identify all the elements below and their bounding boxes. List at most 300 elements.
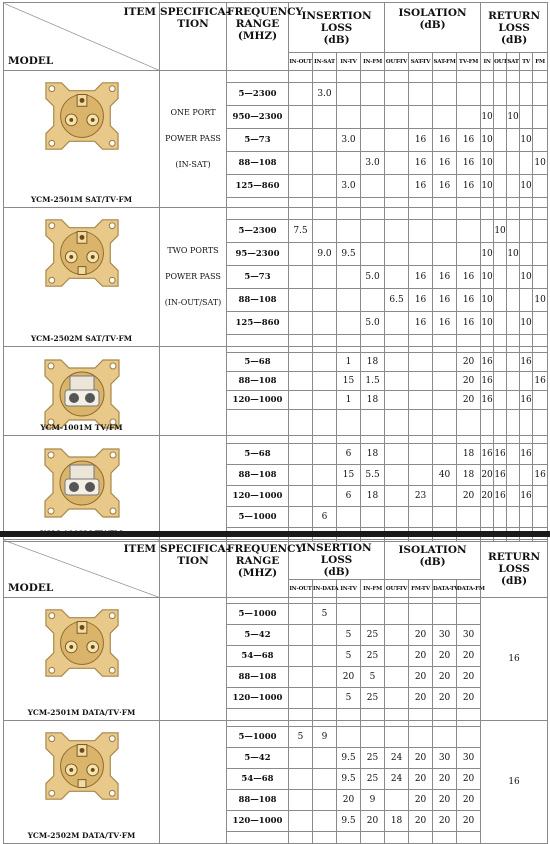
ins-value xyxy=(289,646,313,667)
ins-value: 1 xyxy=(337,353,361,372)
ins-value xyxy=(313,688,337,709)
spacer-cell xyxy=(337,335,361,347)
wall-socket-image xyxy=(39,604,125,682)
iso-value: 20 xyxy=(409,769,433,790)
model-cell xyxy=(4,436,160,542)
spacer-cell xyxy=(457,198,481,208)
ret-value xyxy=(520,372,533,391)
ins-col-header: IN-OUT xyxy=(289,53,313,71)
ins-value xyxy=(313,152,337,175)
freq-cell: 5—1000 xyxy=(227,507,289,528)
ins-value xyxy=(313,353,337,372)
iso-value: 20 xyxy=(433,790,457,811)
iso-value xyxy=(457,83,481,106)
ret-value xyxy=(507,312,520,335)
ins-value xyxy=(361,220,385,243)
ins-value: 25 xyxy=(361,688,385,709)
iso-value: 16 xyxy=(409,129,433,152)
spacer-cell xyxy=(361,410,385,436)
spacer-cell xyxy=(361,832,385,844)
iso-value: 16 xyxy=(457,129,481,152)
section-divider xyxy=(0,531,550,537)
ret-value xyxy=(533,391,548,410)
ins-value xyxy=(289,266,313,289)
ins-value xyxy=(337,727,361,748)
spec-line: (IN-OUT/SAT) xyxy=(164,298,222,307)
ins-value xyxy=(313,646,337,667)
spacer-cell xyxy=(457,208,481,220)
spacer-cell xyxy=(227,410,289,436)
ins-value: 5 xyxy=(337,646,361,667)
ret-value xyxy=(494,507,507,528)
iso-value: 20 xyxy=(457,769,481,790)
spacer-cell xyxy=(533,208,548,220)
ins-value xyxy=(337,507,361,528)
freq-cell: 88—108 xyxy=(227,465,289,486)
spacer-cell xyxy=(433,71,457,83)
iso-value: 20 xyxy=(457,391,481,410)
iso-value xyxy=(433,727,457,748)
freq-cell: 5—2300 xyxy=(227,83,289,106)
spec-line: ONE PORT xyxy=(170,108,216,117)
header-insertion: INSERTION LOSS (dB) xyxy=(289,540,385,580)
ins-value: 3.0 xyxy=(361,152,385,175)
spacer-cell xyxy=(313,436,337,444)
ins-value: 5.5 xyxy=(361,465,385,486)
freq-cell: 5—1000 xyxy=(227,727,289,748)
ret-value: 16 xyxy=(494,444,507,465)
iso-value xyxy=(433,507,457,528)
model-name: YCM-2501M SAT/TV·FM xyxy=(30,195,133,204)
ins-value: 3.0 xyxy=(337,175,361,198)
iso-value xyxy=(409,507,433,528)
ret-value: 10 xyxy=(520,129,533,152)
spacer-cell xyxy=(457,410,481,436)
spacer-cell xyxy=(313,832,337,844)
iso-value xyxy=(385,353,409,372)
iso-value xyxy=(385,312,409,335)
ret-value xyxy=(507,152,520,175)
spacer-cell xyxy=(433,208,457,220)
ins-col-header: IN-TV xyxy=(337,53,361,71)
ret-value xyxy=(533,220,548,243)
iso-value xyxy=(433,604,457,625)
spec-cell xyxy=(160,721,227,844)
spacer-cell xyxy=(385,410,409,436)
ins-value xyxy=(289,372,313,391)
ins-value xyxy=(313,667,337,688)
freq-cell: 54—68 xyxy=(227,646,289,667)
table-sat-tv-fm xyxy=(3,2,547,542)
ins-value: 15 xyxy=(337,465,361,486)
ins-col-header: IN-SAT xyxy=(313,53,337,71)
wall-socket-image xyxy=(39,442,125,524)
ret-value xyxy=(494,152,507,175)
iso-value: 20 xyxy=(433,811,457,832)
freq-cell: 88—108 xyxy=(227,289,289,312)
ins-value xyxy=(313,465,337,486)
ins-value: 25 xyxy=(361,625,385,646)
spacer-cell xyxy=(481,436,494,444)
model-name: YCM-2502M DATA/TV·FM xyxy=(27,831,136,840)
header-return: RETURN LOSS (dB) xyxy=(481,540,548,598)
iso-value: 20 xyxy=(433,769,457,790)
table-data-tv-fm xyxy=(3,539,547,844)
ret-value xyxy=(533,243,548,266)
iso-value: 16 xyxy=(433,175,457,198)
ins-value: 5 xyxy=(337,688,361,709)
spacer-cell xyxy=(481,208,494,220)
ret-value xyxy=(520,152,533,175)
iso-value: 20 xyxy=(457,688,481,709)
ins-value: 5 xyxy=(337,625,361,646)
spacer-cell xyxy=(533,71,548,83)
iso-value xyxy=(457,220,481,243)
ins-value: 25 xyxy=(361,646,385,667)
spacer-cell xyxy=(409,832,433,844)
header-insertion: INSERTION LOSS (dB) xyxy=(289,3,385,53)
header-frequency: FREQUENCY RANGE (MHZ) xyxy=(227,540,289,598)
spec-line: POWER PASS xyxy=(165,272,221,281)
spec-line: TWO PORTS xyxy=(167,246,219,255)
spacer-cell xyxy=(520,208,533,220)
spacer-cell xyxy=(433,832,457,844)
iso-col-header: SAT-FM xyxy=(433,53,457,71)
ins-col-header: IN-FM xyxy=(361,53,385,71)
ret-value: 10 xyxy=(481,266,494,289)
ret-value: 10 xyxy=(507,243,520,266)
ret-value xyxy=(507,465,520,486)
freq-cell: 125—860 xyxy=(227,175,289,198)
spacer-cell xyxy=(520,71,533,83)
iso-value: 20 xyxy=(409,625,433,646)
spacer-cell xyxy=(457,709,481,721)
iso-value xyxy=(385,129,409,152)
ins-value: 3.0 xyxy=(337,129,361,152)
ret-value xyxy=(533,83,548,106)
ins-value: 5.0 xyxy=(361,312,385,335)
ins-value: 7.5 xyxy=(289,220,313,243)
ins-value: 18 xyxy=(361,353,385,372)
freq-cell: 5—73 xyxy=(227,266,289,289)
spacer-cell xyxy=(289,709,313,721)
ins-value xyxy=(361,604,385,625)
ins-value xyxy=(289,312,313,335)
spacer-cell xyxy=(337,436,361,444)
iso-value xyxy=(385,175,409,198)
ret-value xyxy=(533,353,548,372)
spec-cell xyxy=(160,208,227,347)
iso-value xyxy=(385,444,409,465)
ins-value: 18 xyxy=(361,391,385,410)
spacer-cell xyxy=(313,709,337,721)
spacer-cell xyxy=(409,436,433,444)
iso-value xyxy=(409,106,433,129)
ret-value: 16 xyxy=(494,486,507,507)
spacer-cell xyxy=(289,198,313,208)
ret-value: 16 xyxy=(533,372,548,391)
spacer-cell xyxy=(313,410,337,436)
iso-value: 16 xyxy=(457,266,481,289)
ins-value: 25 xyxy=(361,748,385,769)
ins-value: 15 xyxy=(337,372,361,391)
ins-value xyxy=(337,604,361,625)
spacer-cell xyxy=(507,71,520,83)
ins-value xyxy=(313,486,337,507)
ins-value xyxy=(361,175,385,198)
iso-value: 18 xyxy=(385,811,409,832)
spacer-cell xyxy=(457,71,481,83)
iso-value xyxy=(385,507,409,528)
iso-value: 16 xyxy=(409,266,433,289)
ret-value xyxy=(494,83,507,106)
ins-value: 6 xyxy=(337,444,361,465)
ret-value: 16 xyxy=(520,486,533,507)
spacer-cell xyxy=(361,71,385,83)
spacer-cell xyxy=(494,436,507,444)
ins-value: 9.5 xyxy=(337,748,361,769)
iso-value: 18 xyxy=(457,444,481,465)
iso-value xyxy=(457,507,481,528)
ins-value: 5.0 xyxy=(361,266,385,289)
iso-value: 16 xyxy=(457,312,481,335)
freq-cell: 5—1000 xyxy=(227,604,289,625)
ret-value: 16 xyxy=(481,353,494,372)
spacer-cell xyxy=(409,709,433,721)
ins-value: 9.0 xyxy=(313,243,337,266)
spacer-cell xyxy=(227,335,289,347)
iso-value: 30 xyxy=(433,625,457,646)
spacer-cell xyxy=(520,335,533,347)
spacer-cell xyxy=(289,832,313,844)
ins-value xyxy=(289,688,313,709)
ret-value xyxy=(494,372,507,391)
iso-value xyxy=(385,106,409,129)
header-isolation: ISOLATION (dB) xyxy=(385,3,481,53)
freq-cell: 120—1000 xyxy=(227,486,289,507)
spacer-cell xyxy=(289,335,313,347)
iso-value: 16 xyxy=(433,289,457,312)
iso-value xyxy=(433,444,457,465)
ins-value: 20 xyxy=(337,667,361,688)
ret-value xyxy=(507,83,520,106)
ins-value xyxy=(289,811,313,832)
ret-value xyxy=(481,507,494,528)
spacer-cell xyxy=(481,410,494,436)
freq-cell: 950—2300 xyxy=(227,106,289,129)
ret-value xyxy=(507,486,520,507)
ins-value: 20 xyxy=(337,790,361,811)
spacer-cell xyxy=(520,198,533,208)
ret-value: 10 xyxy=(481,106,494,129)
freq-cell: 88—108 xyxy=(227,667,289,688)
spacer-cell xyxy=(361,709,385,721)
ins-col-header: IN-DATA xyxy=(313,580,337,598)
ret-value: 10 xyxy=(481,152,494,175)
iso-value xyxy=(385,372,409,391)
spacer-cell xyxy=(481,198,494,208)
spacer-cell xyxy=(494,410,507,436)
ret-value xyxy=(507,289,520,312)
ret-value xyxy=(533,129,548,152)
ins-value xyxy=(289,152,313,175)
ret-value xyxy=(481,220,494,243)
ret-value xyxy=(494,106,507,129)
spacer-cell xyxy=(409,71,433,83)
spacer-cell xyxy=(494,71,507,83)
spacer-cell xyxy=(507,410,520,436)
ret-value xyxy=(494,289,507,312)
iso-value xyxy=(457,106,481,129)
spacer-cell xyxy=(385,709,409,721)
iso-value: 20 xyxy=(457,486,481,507)
iso-value xyxy=(409,465,433,486)
freq-cell: 5—73 xyxy=(227,129,289,152)
spacer-cell xyxy=(289,436,313,444)
spacer-cell xyxy=(385,198,409,208)
iso-value xyxy=(409,353,433,372)
ret-value xyxy=(520,220,533,243)
ret-value: 10 xyxy=(481,243,494,266)
iso-value: 20 xyxy=(409,667,433,688)
spacer-cell xyxy=(385,208,409,220)
spacer-cell xyxy=(385,335,409,347)
ret-value: 16 xyxy=(481,444,494,465)
ret-value xyxy=(533,312,548,335)
iso-value xyxy=(409,243,433,266)
ins-value: 18 xyxy=(361,486,385,507)
ins-value xyxy=(289,790,313,811)
iso-value xyxy=(409,83,433,106)
ret-value: 20 xyxy=(481,486,494,507)
spacer-cell xyxy=(337,198,361,208)
ins-value xyxy=(289,748,313,769)
spacer-cell xyxy=(227,832,289,844)
iso-value xyxy=(385,646,409,667)
ins-col-header: IN-FM xyxy=(361,580,385,598)
iso-value xyxy=(409,604,433,625)
spacer-cell xyxy=(337,208,361,220)
iso-value: 20 xyxy=(457,353,481,372)
iso-value: 16 xyxy=(433,152,457,175)
ins-value: 1.5 xyxy=(361,372,385,391)
iso-value xyxy=(457,727,481,748)
ins-value xyxy=(361,727,385,748)
spacer-cell xyxy=(533,436,548,444)
ins-value: 1 xyxy=(337,391,361,410)
ins-value xyxy=(337,83,361,106)
model-cell xyxy=(4,721,160,844)
return-value: 16 xyxy=(481,598,548,721)
freq-cell: 5—42 xyxy=(227,748,289,769)
freq-cell: 88—108 xyxy=(227,372,289,391)
iso-value xyxy=(409,727,433,748)
ret-value xyxy=(494,312,507,335)
ins-value xyxy=(289,507,313,528)
spacer-cell xyxy=(361,198,385,208)
ret-value xyxy=(533,266,548,289)
ins-value xyxy=(313,769,337,790)
iso-value xyxy=(385,220,409,243)
ret-value: 10 xyxy=(481,175,494,198)
spacer-cell xyxy=(227,71,289,83)
iso-value: 16 xyxy=(433,266,457,289)
ins-value xyxy=(289,604,313,625)
ret-col-header: FM xyxy=(533,53,548,71)
spacer-cell xyxy=(409,198,433,208)
ins-value xyxy=(337,152,361,175)
freq-cell: 5—68 xyxy=(227,353,289,372)
ret-value: 10 xyxy=(494,220,507,243)
spacer-cell xyxy=(361,335,385,347)
iso-col-header: OUT-TV xyxy=(385,53,409,71)
iso-value xyxy=(433,106,457,129)
spacer-cell xyxy=(494,198,507,208)
model-cell xyxy=(4,347,160,436)
ins-value xyxy=(337,266,361,289)
iso-value: 20 xyxy=(409,811,433,832)
spacer-cell xyxy=(385,436,409,444)
spec-line: POWER PASS xyxy=(165,134,221,143)
ins-value xyxy=(313,106,337,129)
ret-value xyxy=(533,106,548,129)
spacer-cell xyxy=(227,208,289,220)
spacer-cell xyxy=(520,410,533,436)
iso-value: 20 xyxy=(457,790,481,811)
model-name: YCM-1001M TV/FM xyxy=(40,423,123,432)
freq-cell: 88—108 xyxy=(227,152,289,175)
ret-value: 16 xyxy=(520,391,533,410)
iso-value xyxy=(385,727,409,748)
iso-value xyxy=(433,372,457,391)
spacer-cell xyxy=(481,335,494,347)
ins-value: 20 xyxy=(361,811,385,832)
ret-value xyxy=(494,353,507,372)
spacer-cell xyxy=(313,335,337,347)
spacer-cell xyxy=(507,436,520,444)
iso-value: 16 xyxy=(457,175,481,198)
iso-value: 23 xyxy=(409,486,433,507)
spacer-cell xyxy=(533,335,548,347)
ret-value xyxy=(507,266,520,289)
ret-value xyxy=(520,83,533,106)
iso-value xyxy=(385,688,409,709)
ret-value xyxy=(494,391,507,410)
ret-value xyxy=(520,243,533,266)
iso-value: 20 xyxy=(457,646,481,667)
ret-value xyxy=(481,83,494,106)
ret-value xyxy=(507,372,520,391)
ret-value: 16 xyxy=(520,353,533,372)
iso-value xyxy=(385,266,409,289)
ret-value: 10 xyxy=(520,175,533,198)
iso-value xyxy=(433,353,457,372)
iso-value xyxy=(457,243,481,266)
iso-value: 16 xyxy=(457,152,481,175)
ins-value xyxy=(313,625,337,646)
ins-value: 9.5 xyxy=(337,243,361,266)
ins-value xyxy=(313,175,337,198)
spacer-cell xyxy=(433,709,457,721)
iso-value: 18 xyxy=(457,465,481,486)
spacer-cell xyxy=(494,335,507,347)
ins-value: 25 xyxy=(361,769,385,790)
ins-value xyxy=(313,289,337,312)
ins-value xyxy=(289,667,313,688)
header-specification: SPECIFICA- TION xyxy=(160,540,227,598)
iso-value: 30 xyxy=(433,748,457,769)
iso-col-header: TV-FM xyxy=(457,53,481,71)
